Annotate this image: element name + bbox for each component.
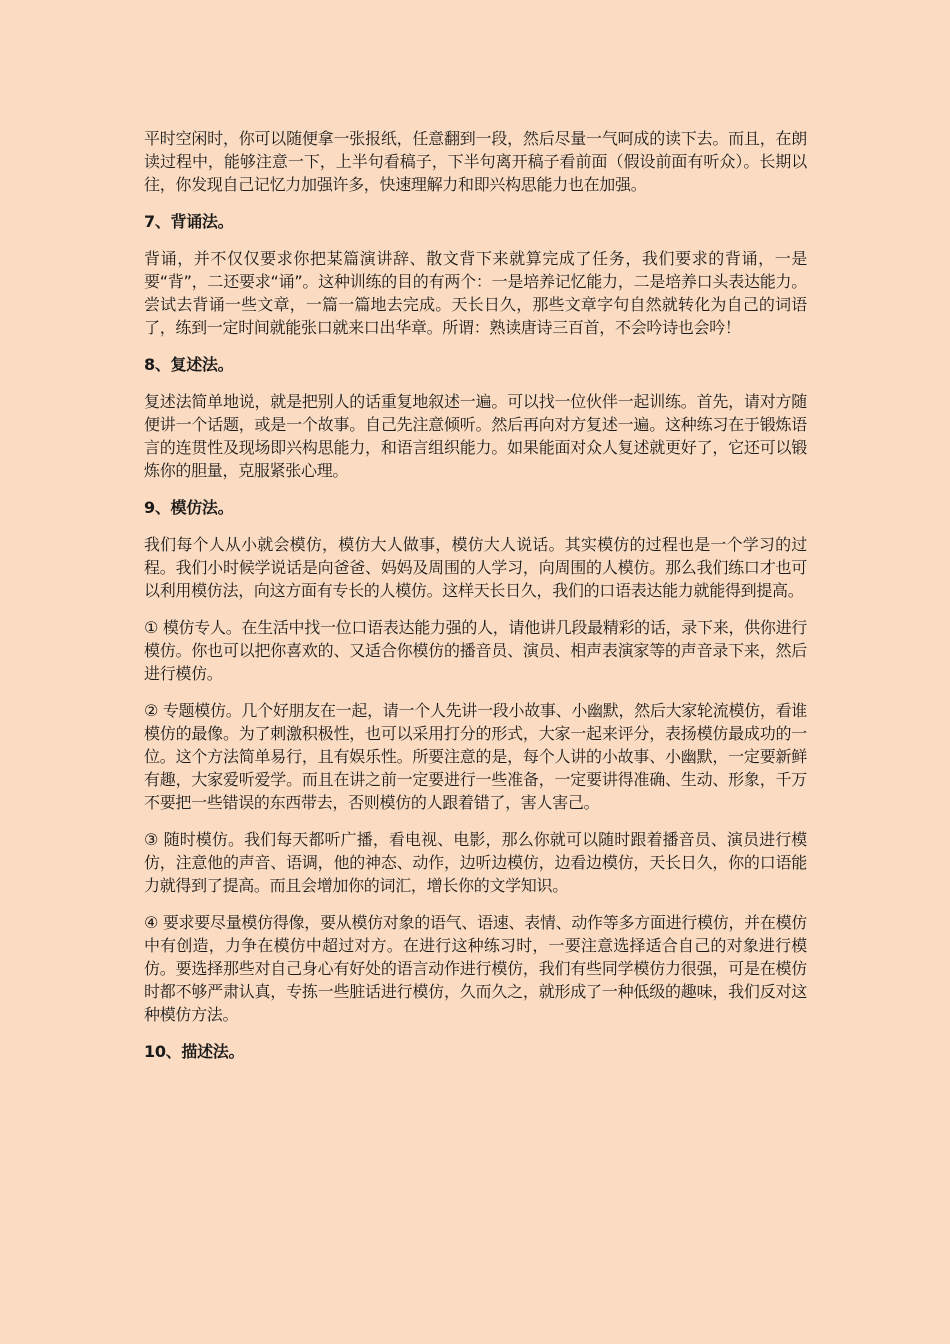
paragraph-retelling: 复述法简单地说，就是把别人的话重复地叙述一遍。可以找一位伙伴一起训练。首先，请对方随便讲一个话题，或是一个故事。自己先注意倾听。然后再向对方复述一遍。这种练习在于锻炼语言的连贯性及现场即兴构思能力，和语言组织能力。如果能面对众人复述就更好了，它还可以锻炼你的胆量，克服紧张心理。 <box>144 392 807 480</box>
paragraph-imitation-intro: 我们每个人从小就会模仿，模仿大人做事，模仿大人说话。其实模仿的过程也是一个学习的过程。我们小时候学说话是向爸爸、妈妈及周围的人学习，向周围的人模仿。那么我们练口才也可以利用模仿法，向这方面有专长的人模仿。这样天长日久，我们的口语表达能力就能得到提高。 <box>144 535 807 600</box>
paragraph-imitation-item-1: ① 模仿专人。在生活中找一位口语表达能力强的人，请他讲几段最精彩的话，录下来，供你进行模仿。你也可以把你喜欢的、又适合你模仿的播音员、演员、相声表演家等的声音录下来，然后进行模仿。 <box>144 618 807 683</box>
section-heading-retelling: 8、复述法。 <box>144 355 234 374</box>
section-heading-imitation: 9、模仿法。 <box>144 498 234 517</box>
paragraph-imitation-item-2: ② 专题模仿。几个好朋友在一起，请一个人先讲一段小故事、小幽默，然后大家轮流模仿，看谁模仿的最像。为了刺激积极性，也可以采用打分的形式，大家一起来评分，表扬模仿最成功的一位。这个方法简单易行，且有娱乐性。所要注意的是，每个人讲的小故事、小幽默，一定要新鲜有趣，大家爱听爱学。而且在讲之前一定要进行一些准备，一定要讲得准确、生动、形象，千万不要把一些错误的东西带去，否则模仿的人跟着错了，害人害己。 <box>144 701 807 812</box>
paragraph-reading-practice: 平时空闲时，你可以随便拿一张报纸，任意翻到一段，然后尽量一气呵成的读下去。而且，在朗读过程中，能够注意一下，上半句看稿子，下半句离开稿子看前面（假设前面有听众）。长期以往，你发现自己记忆力加强许多，快速理解力和即兴构思能力也在加强。 <box>144 129 807 194</box>
section-heading-recitation: 7、背诵法。 <box>144 212 234 231</box>
section-heading-description: 10、描述法。 <box>144 1042 245 1061</box>
paragraph-recitation: 背诵，并不仅仅要求你把某篇演讲辞、散文背下来就算完成了任务，我们要求的背诵，一是要“背”，二还要求“诵”。这种训练的目的有两个：一是培养记忆能力，二是培养口头表达能力。尝试去背诵一些文章，一篇一篇地去完成。天长日久，那些文章字句自然就转化为自己的词语了，练到一定时间就能张口就来口出华章。所谓：熟读唐诗三百首，不会吟诗也会吟！ <box>144 249 807 337</box>
paragraph-imitation-item-3: ③ 随时模仿。我们每天都听广播，看电视、电影，那么你就可以随时跟着播音员、演员进行模仿，注意他的声音、语调，他的神态、动作，边听边模仿，边看边模仿，天长日久，你的口语能力就得到了提高。而且会增加你的词汇，增长你的文学知识。 <box>144 830 807 895</box>
paragraph-imitation-item-4: ④ 要求要尽量模仿得像，要从模仿对象的语气、语速、表情、动作等多方面进行模仿，并在模仿中有创造，力争在模仿中超过对方。在进行这种练习时，一要注意选择适合自己的对象进行模仿。要选择那些对自己身心有好处的语言动作进行模仿，我们有些同学模仿力很强，可是在模仿时都不够严肃认真，专拣一些脏话进行模仿，久而久之，就形成了一种低级的趣味，我们反对这种模仿方法。 <box>144 913 807 1024</box>
document-page <box>144 127 807 1077</box>
